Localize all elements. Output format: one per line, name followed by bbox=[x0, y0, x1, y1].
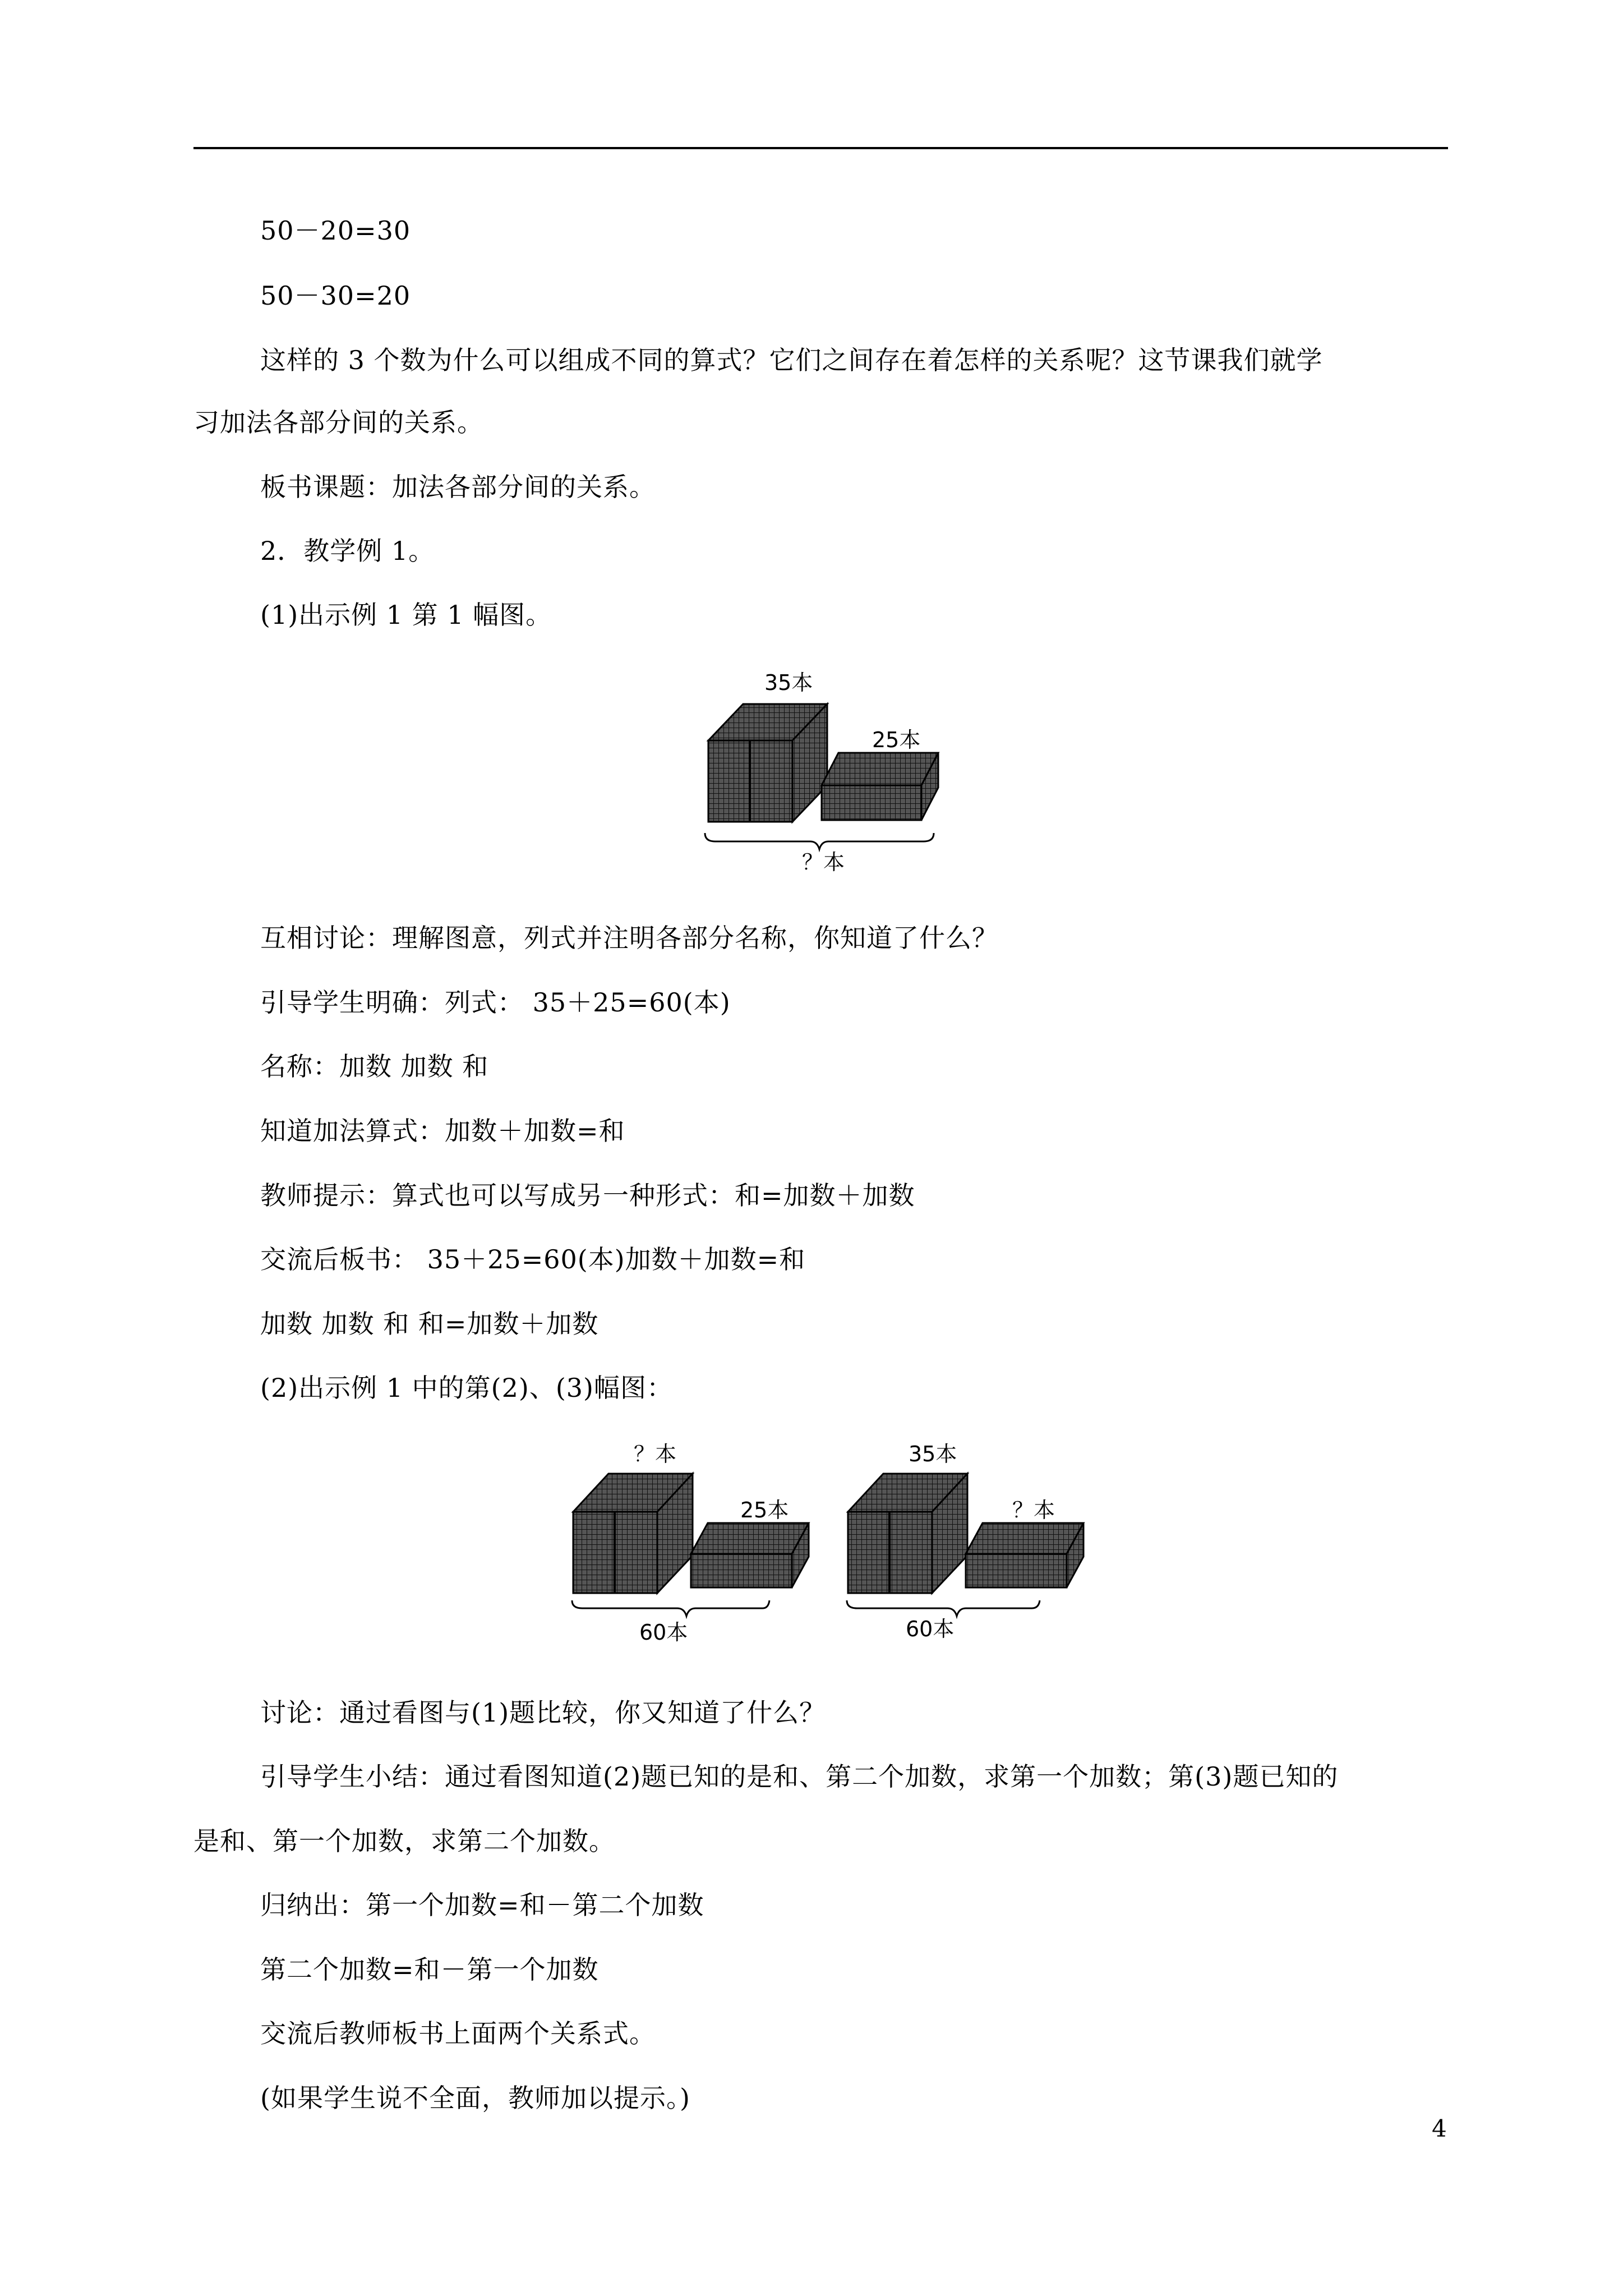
figure-1-total-label: ？本 bbox=[802, 850, 845, 875]
figure-1-right-label: 25本 bbox=[872, 728, 921, 752]
figure-2-total-label: 60本 bbox=[639, 1620, 688, 1645]
paragraph-line: 名称：加数 加数 和 bbox=[260, 1051, 489, 1082]
paragraph-line: 2．教学例 1。 bbox=[260, 536, 435, 566]
paragraph-line: 引导学生明确：列式： 35＋25=60(本) bbox=[260, 987, 731, 1018]
figure-1-left-label: 35本 bbox=[764, 670, 813, 695]
equation-line-2: 50－30=20 bbox=[260, 280, 411, 311]
paragraph-line: 这样的 3 个数为什么可以组成不同的算式？它们之间存在着怎样的关系呢？这节课我们就学 bbox=[260, 345, 1323, 375]
figure-2-book-stacks bbox=[566, 1433, 819, 1646]
equation-line-1: 50－20=30 bbox=[260, 215, 411, 246]
figure-2-right-label: 25本 bbox=[740, 1498, 789, 1522]
paragraph-line: 板书课题：加法各部分间的关系。 bbox=[260, 472, 656, 502]
paragraph-line: 知道加法算式：加数＋加数=和 bbox=[260, 1116, 625, 1146]
figure-3-book-stacks bbox=[841, 1433, 1094, 1646]
right-stack-front bbox=[822, 785, 921, 820]
page-number: 4 bbox=[1432, 2115, 1447, 2142]
figure-3-total-label: 60本 bbox=[906, 1617, 955, 1641]
paragraph-line: 第二个加数=和－第一个加数 bbox=[260, 1954, 599, 1985]
right-stack-top bbox=[822, 753, 938, 785]
paragraph-line: 引导学生小结：通过看图知道(2)题已知的是和、第二个加数，求第一个加数；第(3)题已知的 bbox=[260, 1761, 1339, 1792]
paragraph-line: 讨论：通过看图与(1)题比较，你又知道了什么？ bbox=[260, 1697, 826, 1728]
header-rule bbox=[193, 147, 1448, 149]
paragraph-line: 是和、第一个加数，求第二个加数。 bbox=[193, 1826, 615, 1856]
paragraph-line: 交流后教师板书上面两个关系式。 bbox=[260, 2018, 656, 2049]
total-brace bbox=[705, 833, 934, 849]
figure-3-left-label: 35本 bbox=[909, 1442, 957, 1466]
paragraph-line: 交流后板书： 35＋25=60(本)加数＋加数=和 bbox=[260, 1244, 806, 1274]
paragraph-line: 归纳出：第一个加数=和－第二个加数 bbox=[260, 1890, 704, 1920]
paragraph-line: (2)出示例 1 中的第(2)、(3)幅图： bbox=[260, 1373, 673, 1403]
figure-1-book-stacks bbox=[698, 662, 951, 875]
paragraph-line: (1)出示例 1 第 1 幅图。 bbox=[260, 600, 552, 630]
figure-3-right-label: ？本 bbox=[1012, 1498, 1055, 1522]
paragraph-line: 教师提示：算式也可以写成另一种形式：和=加数＋加数 bbox=[260, 1180, 915, 1211]
paragraph-line: (如果学生说不全面，教师加以提示。) bbox=[260, 2083, 690, 2113]
paragraph-line: 加数 加数 和 和=加数＋加数 bbox=[260, 1309, 599, 1339]
paragraph-line: 习加法各部分间的关系。 bbox=[193, 407, 483, 438]
figure-2-left-label: ？本 bbox=[634, 1442, 677, 1466]
paragraph-line: 互相讨论：理解图意，列式并注明各部分名称，你知道了什么？ bbox=[260, 923, 998, 953]
